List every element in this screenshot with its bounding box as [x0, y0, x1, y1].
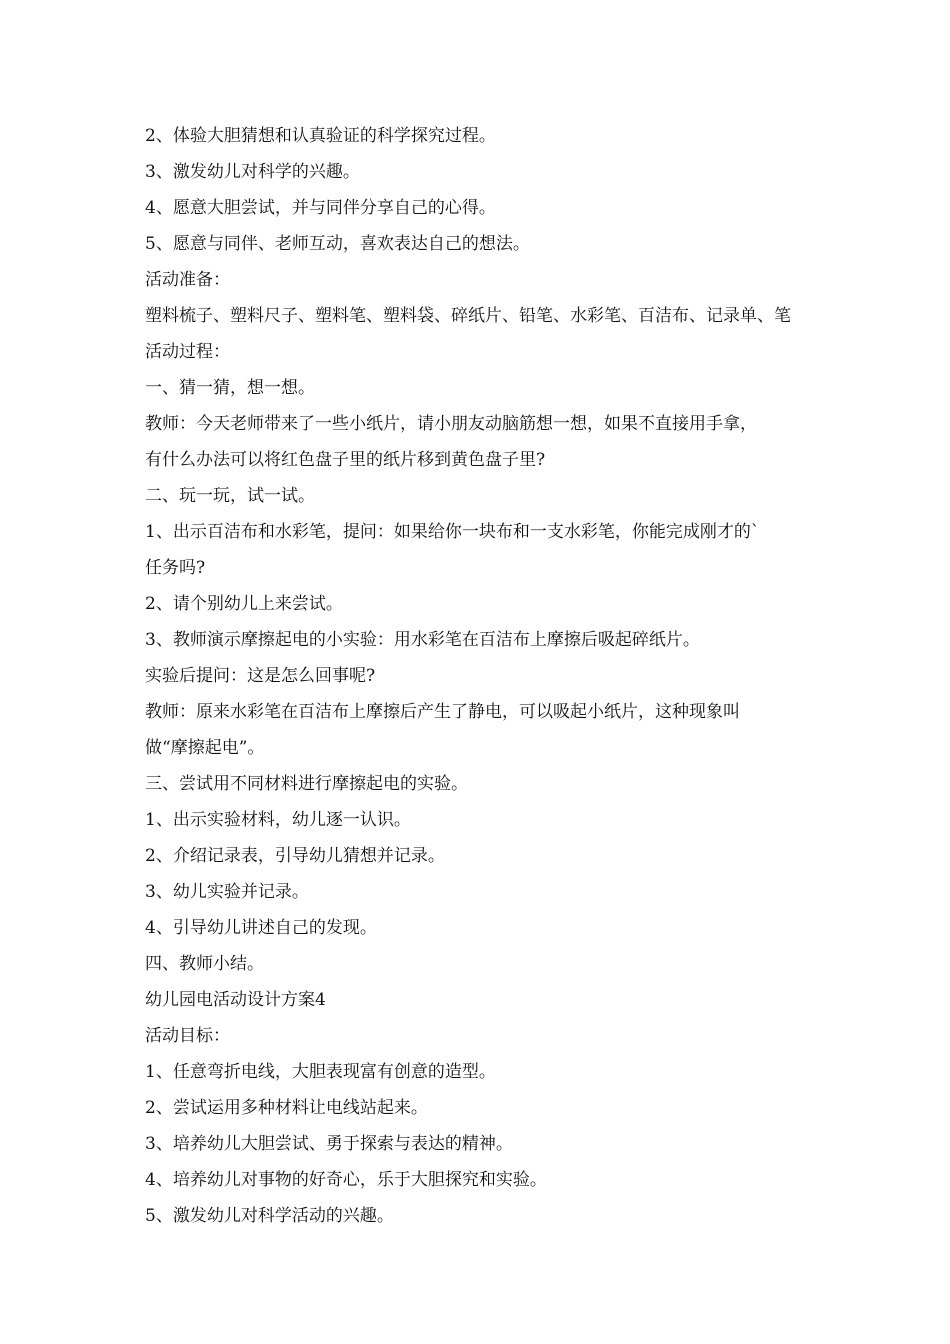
- text-line: 有什么办法可以将红色盘子里的纸片移到黄色盘子里?: [145, 450, 546, 470]
- text-line: 2、尝试运用多种材料让电线站起来。: [145, 1098, 428, 1118]
- text-line: 四、教师小结。: [145, 954, 264, 974]
- text-line: 1、出示百洁布和水彩笔，提问：如果给你一块布和一支水彩笔，你能完成刚才的`: [145, 522, 760, 542]
- text-line: 塑料梳子、塑料尺子、塑料笔、塑料袋、碎纸片、铅笔、水彩笔、百洁布、记录单、笔: [145, 306, 791, 326]
- text-line: 5、愿意与同伴、老师互动，喜欢表达自己的想法。: [145, 234, 530, 254]
- text-line: 做“摩擦起电”。: [145, 738, 265, 758]
- text-line: 任务吗?: [145, 558, 206, 578]
- text-line: 教师：原来水彩笔在百洁布上摩擦后产生了静电，可以吸起小纸片，这种现象叫: [145, 702, 740, 722]
- text-line: 1、出示实验材料，幼儿逐一认识。: [145, 810, 411, 830]
- text-line: 2、介绍记录表，引导幼儿猜想并记录。: [145, 846, 445, 866]
- text-line: 3、激发幼儿对科学的兴趣。: [145, 162, 360, 182]
- text-line: 4、引导幼儿讲述自己的发现。: [145, 918, 377, 938]
- text-line: 3、培养幼儿大胆尝试、勇于探索与表达的精神。: [145, 1134, 513, 1154]
- document-title: 幼儿园电活动设计方案4: [145, 990, 326, 1010]
- text-line: 3、幼儿实验并记录。: [145, 882, 309, 902]
- text-line: 三、尝试用不同材料进行摩擦起电的实验。: [145, 774, 468, 794]
- document-body: [145, 118, 810, 1234]
- text-line: 教师：今天老师带来了一些小纸片，请小朋友动脑筋想一想，如果不直接用手拿，: [145, 414, 757, 434]
- text-line: 3、教师演示摩擦起电的小实验：用水彩笔在百洁布上摩擦后吸起碎纸片。: [145, 630, 700, 650]
- text-line: 2、体验大胆猜想和认真验证的科学探究过程。: [145, 126, 496, 146]
- text-line: 二、玩一玩，试一试。: [145, 486, 315, 506]
- text-line: 一、猜一猜，想一想。: [145, 378, 315, 398]
- section-heading: 活动准备：: [145, 270, 230, 290]
- text-line: 2、请个别幼儿上来尝试。: [145, 594, 343, 614]
- section-heading: 活动过程：: [145, 342, 230, 362]
- text-line: 4、愿意大胆尝试，并与同伴分享自己的心得。: [145, 198, 496, 218]
- text-line: 实验后提问：这是怎么回事呢?: [145, 666, 376, 686]
- text-line: 4、培养幼儿对事物的好奇心，乐于大胆探究和实验。: [145, 1170, 547, 1190]
- section-heading: 活动目标：: [145, 1026, 230, 1046]
- text-line: 1、任意弯折电线，大胆表现富有创意的造型。: [145, 1062, 496, 1082]
- text-line: 5、激发幼儿对科学活动的兴趣。: [145, 1206, 394, 1226]
